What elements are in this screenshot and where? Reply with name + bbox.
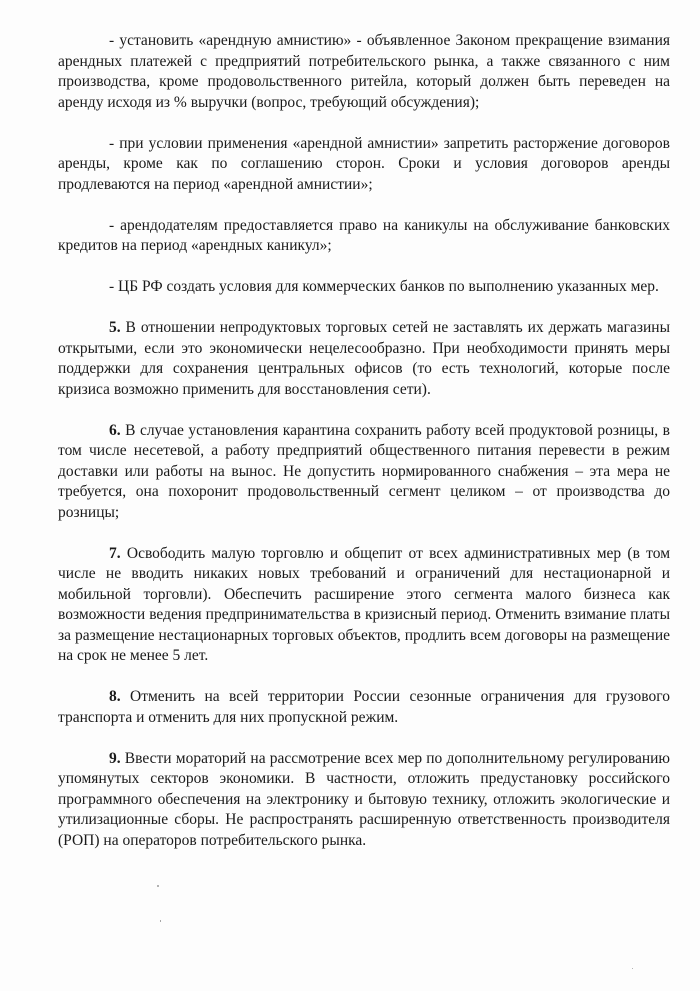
paragraph-text: Освободить малую торговлю и общепит от всех административных мер (в том числе не вводить никаких новых требований и ограничений для нестационарной и мобильной торговли). Обеспечить расширение этого сегмента малого бизнеса как возможности ведения предпринимательства в кризисный период. Отменить взимание платы за размещение нестационарных торговых объектов, продлить всем договоры на размещение на срок не менее 5 лет. xyxy=(58,544,670,664)
paragraph-text: Ввести мораторий на рассмотрение всех мер по дополнительному регулированию упомянутых секторов экономики. В частности, отложить предустановку российского программного обеспечения на электронику и бытовую технику, отложить экологические и утилизационные сборы. Не распространять расширенную ответственность производителя (РОП) на операторов потребительского рынка. xyxy=(58,749,670,849)
paragraph-number: 6. xyxy=(109,421,121,439)
scan-speck xyxy=(632,968,633,969)
bullet-paragraph: - при условии применения «арендной амнистии» запретить расторжение договоров аренды, кроме как по соглашению сторон. Сроки и условия договоров аренды продлеваются на период «арендной амнистии»; xyxy=(58,134,670,193)
paragraph-text: В случае установления карантина сохранить работу всей продуктовой розницы, в том числе несетевой, а работу предприятий общественного питания перевести в режим доставки или работы на вынос. Не допустить нормированного снабжения – эта мера не требуется, она похоронит продовольственный сегмент целиком – от производства до розницы; xyxy=(58,421,670,521)
numbered-paragraph xyxy=(58,421,670,524)
paragraph-text: Отменить на всей территории России сезонные ограничения для грузового транспорта и отменить для них пропускной режим. xyxy=(58,688,670,726)
paragraph-number: 9. xyxy=(109,749,121,767)
numbered-paragraph xyxy=(58,749,670,852)
scan-speck xyxy=(160,920,161,922)
paragraph-number: 7. xyxy=(109,544,121,562)
paragraph-text: В отношении непродуктовых торговых сетей не заставлять их держать магазины открытыми, если это экономически нецелесообразно. При необходимости принять меры поддержки для сохранения центральных офисов (то есть технологий, которые после кризиса возможно применить для восстановления сети). xyxy=(58,319,670,398)
numbered-paragraph xyxy=(58,687,670,728)
bullet-paragraph: - установить «арендную амнистию» - объявленное Законом прекращение взимания арендных платежей с предприятий потребительского рынка, а также связанного с ним производства, кроме продовольственного ритейла, который должен быть переведен на аренду исходя из % выручки (вопрос, требующий обсуждения); xyxy=(58,32,670,111)
numbered-paragraph xyxy=(58,544,670,667)
bullet-paragraph: - арендодателям предоставляется право на каникулы на обслуживание банковских кредитов на период «арендных каникул»; xyxy=(58,216,670,254)
document-body xyxy=(58,31,670,872)
numbered-paragraph xyxy=(58,318,670,400)
bullet-paragraph: - ЦБ РФ создать условия для коммерческих банков по выполнению указанных мер. xyxy=(109,278,659,295)
paragraph-number: 5. xyxy=(109,319,121,336)
paragraph-number: 8. xyxy=(109,688,121,705)
scan-speck xyxy=(157,885,159,887)
